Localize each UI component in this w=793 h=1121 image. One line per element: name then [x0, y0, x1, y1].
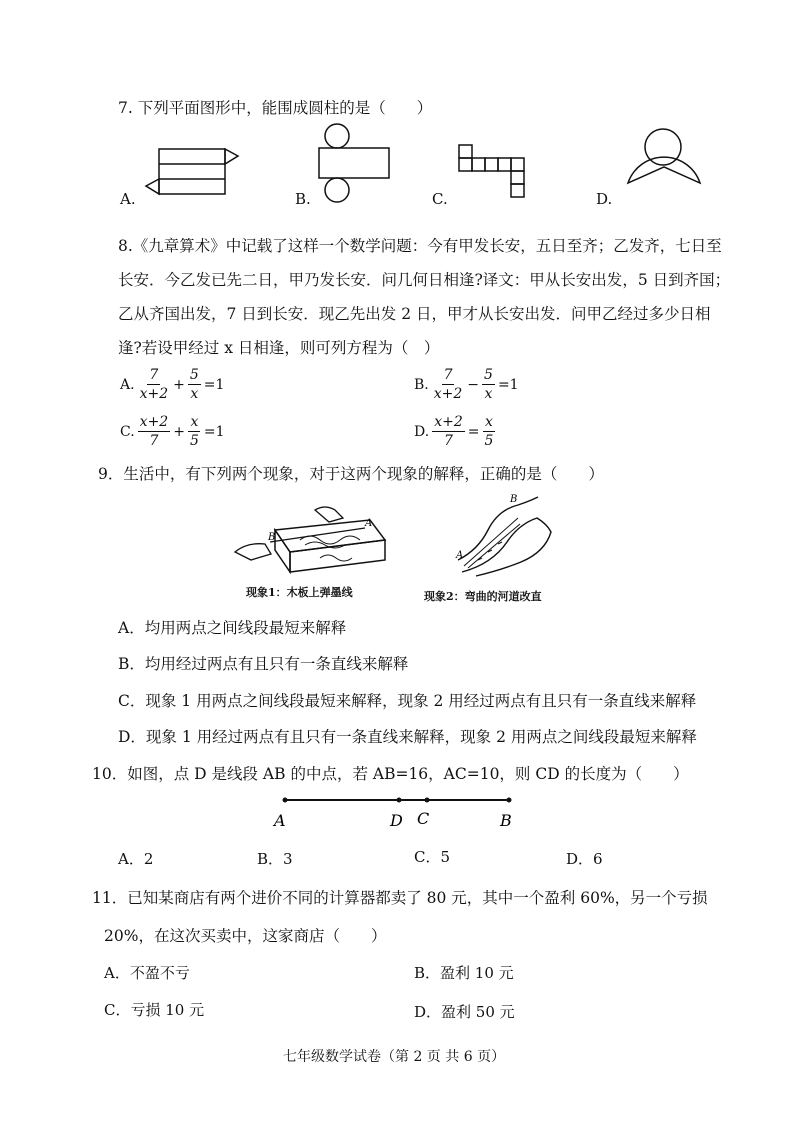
option-label: B. — [414, 376, 429, 393]
q9-option-c: C．现象 1 用两点之间线段最短来解释，现象 2 用经过两点有且只有一条直线来解释 — [118, 692, 697, 710]
q9-option-d: D．现象 1 用经过两点有且只有一条直线来解释，现象 2 用两点之间线段最短来解释 — [118, 728, 697, 746]
point-a-label: A — [365, 518, 373, 529]
fraction: $\frac{5}{x}$ — [484, 367, 493, 402]
q7-stem: 7. 下列平面图形中，能围成圆柱的是（ ） — [118, 99, 433, 117]
q10-option-d: D．6 — [566, 850, 603, 868]
q11-option-c: C．亏损 10 元 — [104, 1001, 205, 1019]
q7-figure-d — [620, 125, 715, 207]
point-d-label: D — [390, 811, 403, 830]
fraction: $\frac{x}{5}$ — [484, 414, 494, 449]
q9-figure-river — [448, 490, 558, 580]
q7-label-c: C. — [432, 190, 448, 208]
point-b-label: B — [500, 811, 512, 830]
q10-segment-figure — [262, 790, 532, 832]
point-b-dot — [507, 798, 512, 803]
option-label: D. — [414, 423, 430, 440]
operator: + — [173, 423, 185, 440]
q11-line-2: 20%，在这次买卖中，这家商店（ ） — [104, 927, 387, 945]
q10-option-a: A．2 — [118, 850, 154, 868]
q9-option-b: B．均用经过两点有且只有一条直线来解释 — [118, 655, 409, 673]
fraction: $\frac{x+2}{7}$ — [434, 414, 463, 449]
q10-stem: 10．如图，点 D 是线段 AB 的中点，若 AB=16，AC=10，则 CD 的长度为（ ） — [92, 765, 689, 783]
fraction: $\frac{5}{x}$ — [189, 367, 199, 402]
q7-figure-a — [140, 144, 240, 204]
q7-label-d: D. — [596, 190, 613, 208]
fraction: $\frac{7}{x+2}$ — [433, 367, 463, 402]
rhs: =1 — [203, 376, 225, 393]
operator: = — [467, 423, 480, 440]
rhs: =1 — [497, 376, 519, 393]
point-d-dot — [397, 798, 402, 803]
option-label: C. — [120, 423, 135, 440]
point-c-label: C — [417, 809, 430, 828]
q7-figure-c — [456, 142, 536, 208]
point-a-label: A — [456, 550, 464, 561]
point-b-label: B — [268, 532, 276, 543]
operator: + — [173, 376, 185, 393]
q7-figure-b — [315, 122, 395, 204]
operator: − — [467, 376, 480, 393]
q9-caption-1: 现象1：木板上弹墨线 — [246, 586, 353, 599]
q9-option-a: A．均用两点之间线段最短来解释 — [118, 619, 347, 637]
q8-line-2: 长安．今乙发已先二日，甲乃发长安．问几何日相逢?译文：甲从长安出发，5 日到齐国； — [118, 271, 731, 289]
point-b-label: B — [510, 494, 518, 505]
q7-label-a: A. — [120, 190, 136, 208]
point-a-dot — [283, 798, 288, 803]
q10-option-c: C．5 — [414, 848, 451, 866]
fraction: $\frac{x}{5}$ — [189, 414, 199, 449]
option-label: A. — [120, 376, 135, 393]
q11-line-1: 11．已知某商店有两个进价不同的计算器都卖了 80 元，其中一个盈利 60%，另一个亏损 — [92, 889, 708, 907]
fraction: $\frac{x+2}{7}$ — [139, 414, 169, 449]
q8-line-1: 8.《九章算术》中记载了这样一个数学问题：今有甲发长安，五日至齐；乙发齐，七日至 — [118, 237, 722, 255]
q8-option-d — [414, 413, 498, 450]
q9-stem: 9．生活中，有下列两个现象，对于这两个现象的解释，正确的是（ ） — [98, 465, 604, 483]
q8-line-3: 乙从齐国出发，7 日到长安．现乙先出发 2 日，甲才从长安出发．问甲乙经过多少日相 — [118, 305, 711, 323]
q7-label-b: B. — [295, 190, 311, 208]
fraction: $\frac{7}{x+2}$ — [139, 367, 169, 402]
q8-option-c — [120, 413, 225, 450]
q9-caption-2: 现象2：弯曲的河道改直 — [424, 590, 542, 603]
q11-option-a: A．不盈不亏 — [104, 964, 190, 982]
q8-option-b — [414, 366, 519, 403]
q11-option-b: B．盈利 10 元 — [414, 964, 514, 982]
page-footer: 七年级数学试卷（第 2 页 共 6 页） — [283, 1049, 506, 1065]
point-a-label: A — [274, 811, 286, 830]
q9-figure-board — [230, 500, 390, 580]
q11-option-d: D．盈利 50 元 — [414, 1003, 515, 1021]
rhs: =1 — [203, 423, 225, 440]
q8-line-4: 逢?若设甲经过 x 日相逢，则可列方程为（ ） — [118, 339, 440, 357]
point-c-dot — [425, 798, 430, 803]
q8-option-a — [120, 366, 224, 403]
q10-option-b: B．3 — [257, 850, 293, 868]
